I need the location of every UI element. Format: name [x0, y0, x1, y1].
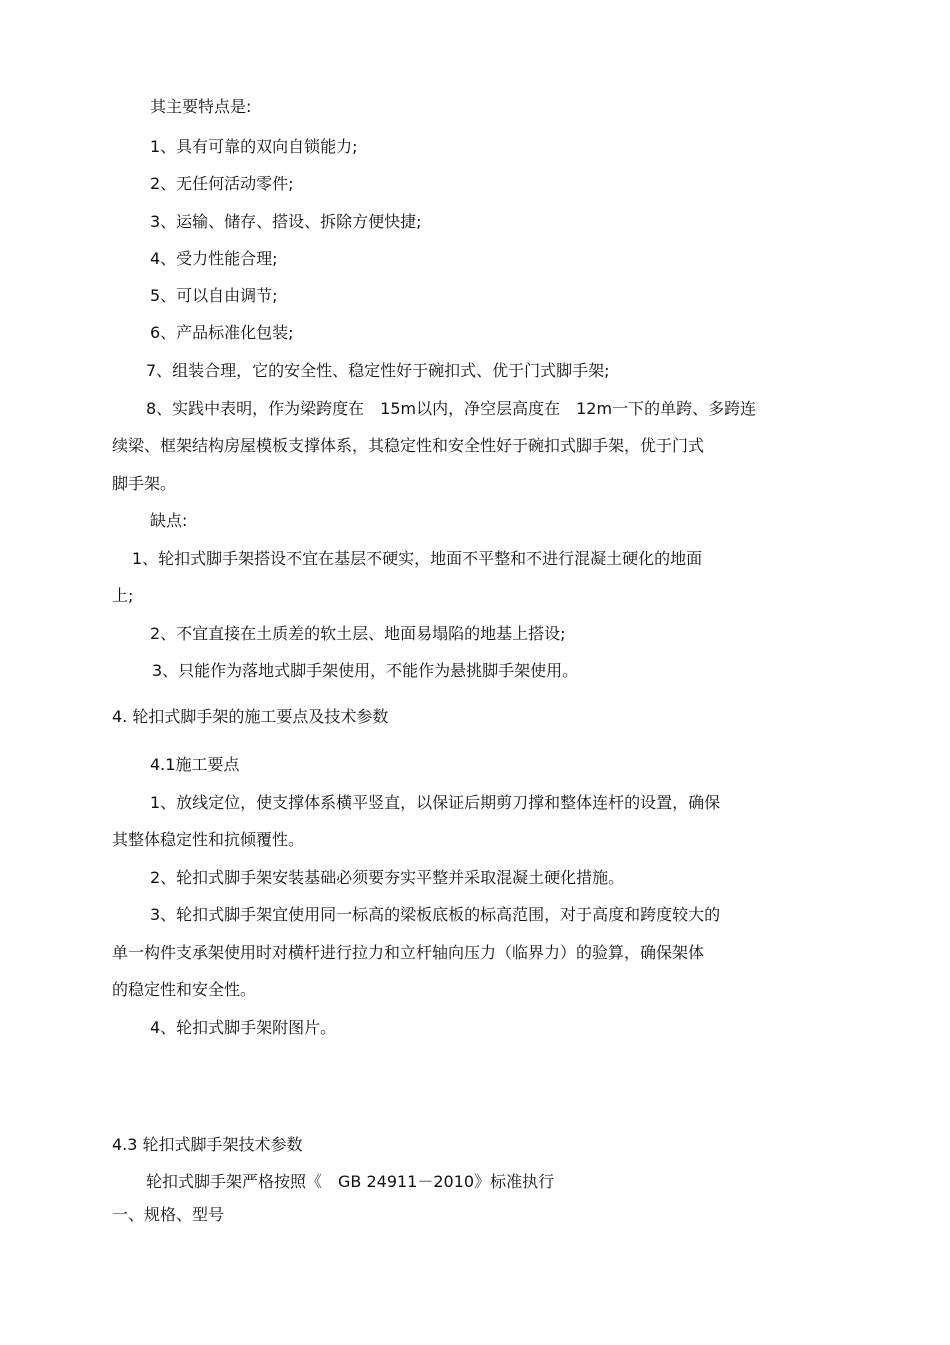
paragraph-line: 2、轮扣式脚手架安装基础必须要夯实平整并采取混凝土硬化措施。 [150, 868, 625, 887]
feature-item: 7、组装合理，它的安全性、稳定性好于碗扣式、优于门式脚手架; [146, 361, 610, 380]
paragraph-line: 的稳定性和安全性。 [112, 980, 257, 999]
feature-item-8-line: 8、实践中表明，作为梁跨度在 15m以内，净空层高度在 12m一下的单跨、多跨连 [146, 399, 757, 418]
section-heading: 4. 轮扣式脚手架的施工要点及技术参数 [112, 707, 389, 726]
feature-item: 6、产品标准化包装; [150, 323, 294, 342]
feature-item: 4、受力性能合理; [150, 249, 278, 268]
features-intro: 其主要特点是: [150, 97, 252, 116]
drawback-item-1-line: 上; [112, 586, 134, 605]
section-heading: 4.3 轮扣式脚手架技术参数 [112, 1135, 303, 1154]
drawback-item-1-line: 1、轮扣式脚手架搭设不宜在基层不硬实，地面不平整和不进行混凝土硬化的地面 [132, 549, 703, 568]
drawbacks-title: 缺点: [150, 511, 188, 530]
paragraph-line: 3、轮扣式脚手架宜使用同一标高的梁板底板的标高范围，对于高度和跨度较大的 [150, 905, 721, 924]
feature-item: 5、可以自由调节; [150, 286, 278, 305]
subsection-heading: 4.1施工要点 [150, 755, 240, 774]
feature-item-8-line: 脚手架。 [112, 474, 177, 493]
paragraph-line: 单一构件支承架使用时对横杆进行拉力和立杆轴向压力（临界力）的验算，确保架体 [112, 943, 705, 962]
standard-line: 轮扣式脚手架严格按照《 GB 24911－2010》标准执行 [146, 1172, 555, 1191]
feature-item: 1、具有可靠的双向自锁能力; [150, 137, 358, 156]
paragraph-line: 其整体稳定性和抗倾覆性。 [112, 830, 305, 849]
feature-item-8-line: 续梁、框架结构房屋模板支撑体系，其稳定性和安全性好于碗扣式脚手架，优于门式 [112, 436, 705, 455]
feature-item: 3、运输、储存、搭设、拆除方便快捷; [150, 212, 422, 231]
feature-item: 2、无任何活动零件; [150, 174, 294, 193]
drawback-item: 2、不宜直接在土质差的软土层、地面易塌陷的地基上搭设; [150, 624, 566, 643]
spec-heading: 一、规格、型号 [112, 1205, 225, 1224]
drawback-item: 3、只能作为落地式脚手架使用，不能作为悬挑脚手架使用。 [152, 661, 579, 680]
paragraph-line: 1、放线定位，使支撑体系横平竖直，以保证后期剪刀撑和整体连杆的设置，确保 [150, 793, 721, 812]
paragraph-line: 4、轮扣式脚手架附图片。 [150, 1018, 337, 1037]
